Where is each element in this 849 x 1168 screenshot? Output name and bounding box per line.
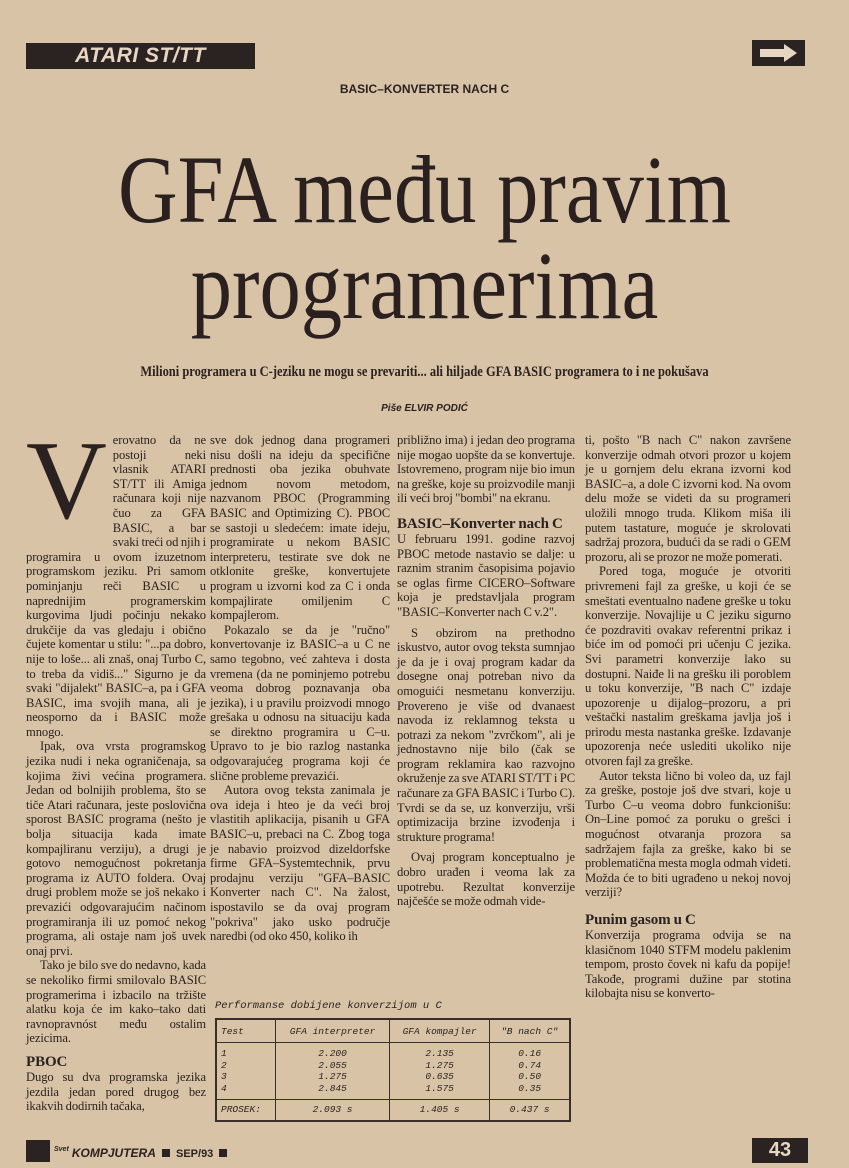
kicker: BASIC–KONVERTER NACH C	[339, 82, 510, 96]
test-cell: 1 2 3 4	[216, 1043, 276, 1100]
table-header-row	[216, 1019, 570, 1043]
right-arrow-icon	[752, 40, 805, 66]
table-summary-row	[216, 1100, 570, 1121]
paragraph: S obzirom na prethodno iskustvo, autor ovog teksta sumnjao je da je i ovaj program kadar da dosegne onaj potreban nivo da omoguići nesmetanu konverziju. Provereno je više od dvanaest navoda iz reklamnog teksta u potrazi za nekom "zvrčkom", ali je jednostavno nije bilo (čak se program reklamira kao razvojno okruženje za sve ATARI ST/TT i PC računare za GFA BASIC i Turbo C). Tvrdi se da se, uz konverziju, vrši optimizacija brzine izvođenja i strukture programa!	[397, 625, 575, 844]
paragraph: Ovaj program konceptualno je dobro urađen i veoma lak za upotrebu. Rezultat konverzije najčešće se može odmah vide-	[397, 850, 575, 909]
column-header: GFA interpreter	[276, 1019, 390, 1043]
article-title-line1: GFA među pravim	[117, 136, 732, 243]
paragraph: Dugo su dva programska jezika jezdila jedan pored drugog bez ikakvih dodirnih tačaka,	[26, 1069, 206, 1114]
issue: SEP/93	[176, 1148, 214, 1160]
paragraph: Tako je bilo sve do nedavno, kada se nekoliko firmi smilovalo BASIC programerima i izbacilo na tržište alatku koja će im kako–tako dati ravnopravnóst među ostalim jezicima.	[26, 958, 206, 1046]
bnachc-cell: 0.16 0.74 0.50 0.35	[490, 1043, 570, 1100]
heading-konverter: BASIC–Konverter nach C	[397, 515, 563, 532]
summary-value: 1.405 s	[390, 1100, 490, 1121]
paragraph: U februaru 1991. godine razvoj PBOC metode nastavio se dalje: u raznim stranim časopisima pojavio se oglas firme CICERO–Software koja je predstavljala program "BASIC–Konverter nach C v.2".	[397, 531, 575, 619]
table-caption: Performanse dobijene konverzijom u C	[215, 1000, 442, 1012]
page-number: 43	[752, 1138, 808, 1163]
paragraph: erovatno da ne postoji neki vlasnik ATARI ST/TT ili Amiga računara koji nije čuo za GFA BASIC, a bar svaki treći od njih i programira u ovom izuzetnom programskom jeziku. Pri samom pominjanju reči BASIC u naprednijim programerskim kurgovima ljudi počinju nekako drukčije da vas gledaju i obično čujete komentar u stilu: "...pa dobro, nije to loše... ali znaš, onaj Turbo C, to treba da vidiš..." Sigurno je da svaki "dijalekt" BASIC–a, pa i GFA BASIC, ima svojih mana, ali je neosporno da i BASIC može mnogo.	[26, 433, 206, 739]
paragraph: Autor teksta lično bi voleo da, uz fajl za greške, postoje još dve stvari, koje u Turbo C–u veoma dobro funkcionišu: On–Line pomoć za poruku o grešci i mogućnost otvaranja prozora sa sadržajem fajla za greške, kako bi se problematična mesta mogla odmah videti. Možda će to biti ugrađeno u nekoj novoj verziji?	[585, 768, 791, 900]
article-title-line2: programerima	[190, 232, 659, 339]
footer-block	[26, 1140, 50, 1162]
performance-table	[215, 1018, 571, 1122]
column-4	[585, 433, 791, 1001]
article-subtitle: Milioni programera u C-jeziku ne mogu se prevariti... ali hiljade GFA BASIC programera to i ne pokušava	[140, 364, 709, 380]
summary-value: 0.437 s	[490, 1100, 570, 1121]
interpreter-cell: 2.200 2.055 1.275 2.845	[276, 1043, 390, 1100]
paragraph: Pokazalo se da je "ručno" konvertovanje iz BASIC–a u C ne samo tegobno, već zahteva i dosta vremena (da ne pominjemo potrebu veoma dobrog poznavanja oba jezika), i u pravilu proizvodi mnogo grešaka u odnosu na situaciju kada se direktno programira u C–u. Upravo to je bio razlog nastanka odgovarajućeg programa koji će slične probleme prevazići.	[210, 622, 390, 783]
brand: KOMPJUTERA	[71, 1146, 156, 1160]
column-3	[397, 433, 575, 909]
column-2	[210, 433, 390, 944]
summary-value: 2.093 s	[276, 1100, 390, 1121]
brand-small: Svet	[54, 1146, 69, 1153]
summary-label: PROSEK:	[216, 1100, 276, 1121]
heading-punim: Punim gasom u C	[585, 912, 696, 928]
paragraph: Ipak, ova vrsta programskog jezika nudi i neka ograničenaja, sa kojima živi većina programera. Jedan od bolnijih problema, što se tiče Atari računara, jeste poslovična sporost BASIC programa (nešto je bolja situacija kada imate kompajliranu verziju), a drugi je gotovo nemogućnost pokretanja programa iz AUTO foldera. Ovaj drugi problem može se još nekako i prevazići odgovarajućim načinom programiranja ili uz pomoć nekog programa, ali ostaje nam još uvek onaj prvi.	[26, 739, 206, 958]
paragraph: ti, pošto "B nach C" nakon završene konverzije odmah otvori prozor u kojem je u gornjem delu ekrana izvorni kod BASIC–a, a dole C izvorni kod. Na ovom delu može se videti da su programeri uložili mnogo truda. Klikom miša ili putem tastature, moguće je skrolovati sadržaj prozora, budući da se radi o GEM prozoru, ali se prozor ne može pomerati.	[585, 433, 791, 564]
column-header: GFA kompajler	[390, 1019, 490, 1043]
drop-cap: V	[26, 419, 107, 543]
paragraph: približno ima) i jedan deo programa nije mogao uopšte da se konvertuje. Istovremeno, program nije bio imun na greške, koje su proizvodile manji ili veći broj "bombi" na ekranu.	[397, 433, 575, 506]
compiler-cell: 2.135 1.275 0.635 1.575	[390, 1043, 490, 1100]
byline: Piše ELVIR PODIĆ	[381, 403, 468, 414]
paragraph: sve dok jednog dana programeri nisu došli na ideju da specifične prednosti oba jezika obuhvate jednom novom metodom, nazvanom PBOC (Programming BASIC and Optimizing C). PBOC se sastoji u sledećem: imate ideju, programirate u nekom BASIC interpreteru, testirate sve dok ne otklonite greške, konvertujete program u izvorni kod za C i onda kompajlirate omiljenim C kompajlerom.	[210, 433, 390, 623]
paragraph: Pored toga, moguće je otvoriti privremeni fajl za greške, u koji će se smeštati eventualno nađene greške u toku konverzije. Novajlije u C jeziku sigurno će pozdraviti ovakav referentni prikaz i biće im od pomoći pri učenju C jezika. Svi parametri konverzije lako su dostupni. Naiđe li na grešku ili poroblem u toku konverzije, "B nach C" izdaje upozorenje u dijalog–prozoru, a pri veštački nastalim greškama javlja još i prirodu mesta nastanka greške. Izdavanje upozorenja neće uslediti ukoliko nije otvoren fajl za greške.	[585, 564, 791, 769]
paragraph: Konverzija programa odvija se na klasičnom 1040 STFM modelu paklenim tempom, prosto čovek ni kafu da popije! Takođe, programi dužine par stotina kilobajta nisu se konverto-	[585, 928, 791, 1001]
paragraph: Autora ovog teksta zanimala je ova ideja i hteo je da veći broj vlastitih aplikacija, pisanih u GFA BASIC–u, prebaci na C. Zbog toga je nabavio proizvod dizeldorfske firme GFA–Systemtechnik, prvu prodajnu verziju "GFA–BASIC Konverter nach C". Na žalost, ispostavilo se da ovaj program "pokriva" jako usko područje naredbi (od oko 450, koliko ih	[210, 783, 390, 944]
column-header: "B nach C"	[490, 1019, 570, 1043]
section-tag: ATARI ST/TT	[26, 43, 255, 69]
column-1	[26, 419, 206, 1114]
footer	[54, 1146, 230, 1160]
column-header: Test	[216, 1019, 276, 1043]
heading-pboc: PBOC	[26, 1053, 68, 1070]
square-icon	[162, 1149, 170, 1157]
square-icon	[219, 1149, 227, 1157]
table-row	[216, 1043, 570, 1100]
